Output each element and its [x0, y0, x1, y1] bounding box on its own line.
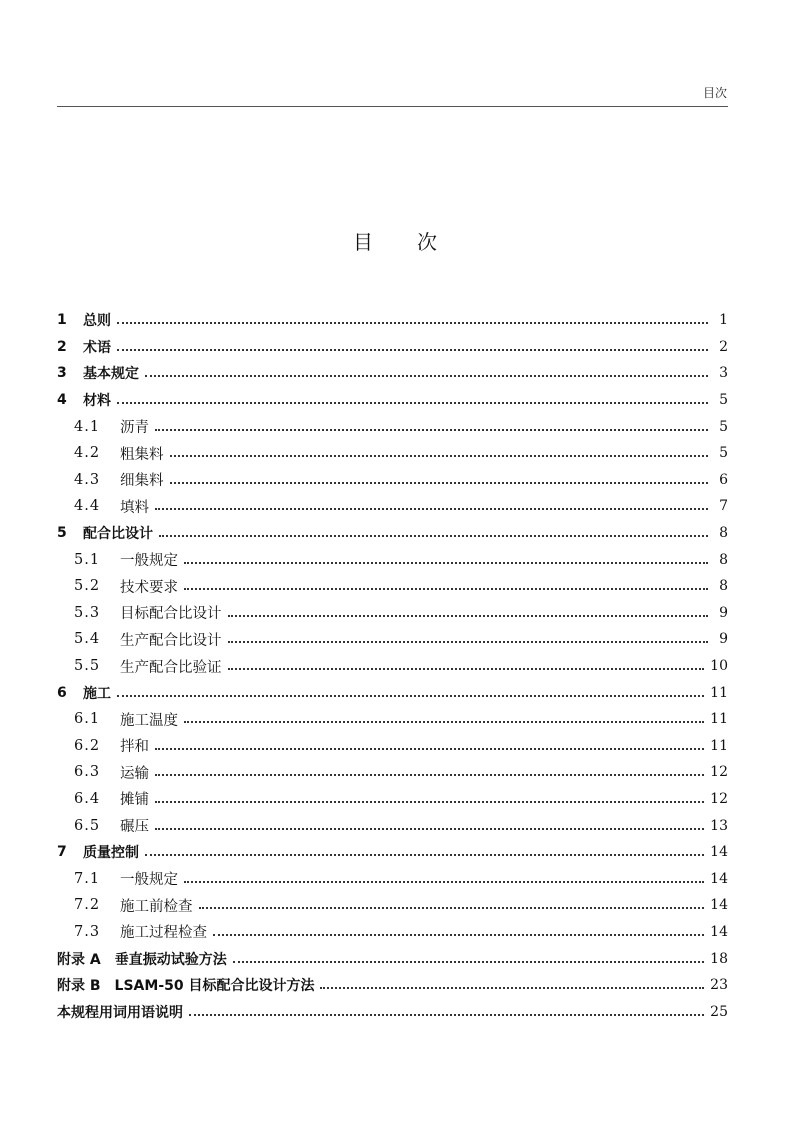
toc-entry-title: 生产配合比设计 — [120, 632, 222, 649]
toc-entry[interactable] — [57, 812, 728, 839]
toc-dot-leader — [159, 535, 708, 537]
running-header: 目次 — [702, 86, 727, 100]
toc-dot-leader — [228, 668, 705, 670]
toc-entry[interactable] — [57, 733, 728, 760]
toc-dot-leader — [189, 1014, 704, 1016]
toc-entry-number: 5.2 — [74, 578, 101, 595]
toc-dot-leader — [155, 828, 704, 830]
toc-entry-number: 6.5 — [74, 817, 101, 834]
toc-entry-number: 5.1 — [74, 551, 101, 568]
toc-entry-number: 6.4 — [74, 790, 101, 807]
toc-entry-title: 施工过程检查 — [120, 925, 207, 942]
toc-entry-title: 碾压 — [120, 819, 149, 836]
toc-entry[interactable] — [57, 493, 728, 520]
toc-entry-page-number: 13 — [710, 817, 728, 834]
toc-entry-title: 目标配合比设计 — [120, 606, 222, 623]
toc-entry[interactable] — [57, 865, 728, 892]
toc-entry-page-number: 23 — [710, 977, 728, 994]
toc-entry[interactable] — [57, 546, 728, 573]
toc-entry[interactable] — [57, 573, 728, 600]
toc-entry-number: 4.2 — [74, 445, 101, 462]
page-title — [0, 226, 790, 255]
toc-entry-page-number: 2 — [719, 338, 728, 355]
toc-entry[interactable] — [57, 759, 728, 786]
toc-dot-leader — [155, 508, 708, 510]
toc-dot-leader — [184, 562, 708, 564]
toc-entry-number: 7.1 — [74, 870, 101, 887]
table-of-contents — [57, 307, 728, 1025]
toc-entry-number: 5.4 — [74, 631, 101, 648]
toc-entry-title: 生产配合比验证 — [120, 659, 222, 676]
toc-entry-page-number: 10 — [710, 658, 728, 675]
toc-entry-page-number: 7 — [719, 498, 728, 515]
toc-entry-page-number: 18 — [710, 950, 728, 967]
toc-dot-leader — [117, 402, 708, 404]
toc-dot-leader — [117, 695, 704, 697]
toc-dot-leader — [184, 588, 708, 590]
toc-entry[interactable] — [57, 679, 728, 706]
toc-entry-title: 一般规定 — [120, 553, 178, 570]
toc-dot-leader — [145, 854, 704, 856]
toc-entry-title: 沥青 — [120, 420, 149, 437]
toc-dot-leader — [233, 961, 704, 963]
toc-entry[interactable] — [57, 945, 728, 972]
toc-entry-number: 6.1 — [74, 711, 101, 728]
toc-entry-title: 基本规定 — [83, 366, 139, 383]
toc-dot-leader — [145, 375, 708, 377]
toc-entry-title: 本规程用词用语说明 — [57, 1004, 183, 1021]
toc-entry-title: LSAM-50 目标配合比设计方法 — [114, 978, 315, 995]
toc-entry-page-number: 6 — [719, 471, 728, 488]
toc-entry-page-number: 5 — [719, 445, 728, 462]
toc-entry[interactable] — [57, 892, 728, 919]
toc-entry-page-number: 5 — [719, 418, 728, 435]
toc-entry-title: 一般规定 — [120, 872, 178, 889]
toc-entry[interactable] — [57, 360, 728, 387]
toc-entry-page-number: 14 — [710, 897, 728, 914]
toc-entry-title: 摊铺 — [120, 792, 149, 809]
toc-entry-page-number: 14 — [710, 870, 728, 887]
toc-entry-number: 1 — [57, 312, 67, 329]
toc-entry-page-number: 8 — [719, 551, 728, 568]
toc-entry-title: 垂直振动试验方法 — [114, 951, 227, 968]
toc-entry-page-number: 11 — [710, 711, 728, 728]
toc-entry[interactable] — [57, 440, 728, 467]
toc-entry-title: 配合比设计 — [83, 526, 153, 543]
toc-entry-number: 6.3 — [74, 764, 101, 781]
toc-entry-number: 6.2 — [74, 737, 101, 754]
toc-entry-page-number: 8 — [719, 525, 728, 542]
toc-entry-number: 4.4 — [74, 498, 101, 515]
toc-entry-number: 2 — [57, 338, 67, 355]
toc-entry-title: 总则 — [83, 313, 111, 330]
toc-entry[interactable] — [57, 600, 728, 627]
toc-dot-leader — [155, 801, 704, 803]
toc-entry-number: 7 — [57, 844, 67, 861]
toc-entry-title: 施工 — [83, 685, 111, 702]
toc-entry-page-number: 12 — [710, 790, 728, 807]
toc-entry-title: 运输 — [120, 765, 149, 782]
toc-entry[interactable] — [57, 520, 728, 547]
toc-entry-title: 施工温度 — [120, 712, 178, 729]
toc-entry-page-number: 25 — [710, 1003, 728, 1020]
toc-entry-title: 材料 — [83, 393, 111, 410]
toc-dot-leader — [228, 641, 709, 643]
toc-entry-title: 技术要求 — [120, 579, 178, 596]
toc-dot-leader — [117, 349, 708, 351]
page-title-char-1: 目 — [353, 230, 373, 254]
toc-entry-page-number: 8 — [719, 578, 728, 595]
toc-dot-leader — [320, 987, 704, 989]
toc-entry-title: 拌和 — [120, 739, 149, 756]
toc-entry-number: 5 — [57, 525, 67, 542]
page-title-char-2: 次 — [417, 230, 437, 254]
toc-entry-title: 施工前检查 — [120, 898, 193, 915]
toc-entry-number: 5.3 — [74, 604, 101, 621]
toc-entry-page-number: 12 — [710, 764, 728, 781]
toc-entry[interactable] — [57, 307, 728, 334]
toc-entry-page-number: 11 — [710, 737, 728, 754]
toc-dot-leader — [213, 934, 704, 936]
toc-entry-title: 细集料 — [120, 473, 164, 490]
toc-entry-number: 4 — [57, 392, 67, 409]
toc-entry-number: 5.5 — [74, 658, 101, 675]
toc-entry-page-number: 14 — [710, 923, 728, 940]
toc-entry-page-number: 5 — [719, 392, 728, 409]
toc-entry[interactable] — [57, 653, 728, 680]
toc-entry[interactable] — [57, 839, 728, 866]
toc-entry[interactable] — [57, 706, 728, 733]
toc-entry-number: 6 — [57, 684, 67, 701]
toc-entry-number: 3 — [57, 365, 67, 382]
toc-entry[interactable] — [57, 334, 728, 361]
toc-dot-leader — [155, 429, 708, 431]
toc-entry[interactable] — [57, 467, 728, 494]
toc-entry[interactable] — [57, 919, 728, 946]
toc-dot-leader — [184, 721, 704, 723]
toc-entry-number: 7.2 — [74, 897, 101, 914]
toc-entry-number: 附录 A — [57, 951, 101, 968]
toc-dot-leader — [155, 748, 704, 750]
toc-entry-title: 质量控制 — [83, 845, 139, 862]
toc-dot-leader — [117, 322, 708, 324]
toc-entry-title: 粗集料 — [120, 446, 164, 463]
toc-entry-page-number: 9 — [719, 631, 728, 648]
toc-dot-leader — [155, 774, 704, 776]
toc-dot-leader — [170, 455, 709, 457]
toc-entry[interactable] — [57, 972, 728, 999]
header-rule — [57, 106, 728, 107]
toc-entry-page-number: 9 — [719, 604, 728, 621]
toc-entry-number: 4.3 — [74, 471, 101, 488]
toc-entry[interactable] — [57, 413, 728, 440]
toc-entry-page-number: 14 — [710, 844, 728, 861]
toc-dot-leader — [184, 881, 704, 883]
toc-dot-leader — [170, 482, 709, 484]
toc-entry[interactable] — [57, 786, 728, 813]
toc-dot-leader — [228, 615, 709, 617]
toc-entry-number: 7.3 — [74, 923, 101, 940]
toc-entry-title: 术语 — [83, 339, 111, 356]
toc-entry-page-number: 3 — [719, 365, 728, 382]
toc-entry-number: 附录 B — [57, 978, 101, 995]
toc-entry[interactable] — [57, 998, 728, 1025]
toc-dot-leader — [199, 907, 705, 909]
toc-entry-title: 填料 — [120, 499, 149, 516]
toc-entry-number: 4.1 — [74, 418, 101, 435]
toc-entry-page-number: 1 — [719, 312, 728, 329]
toc-entry[interactable] — [57, 626, 728, 653]
toc-entry[interactable] — [57, 387, 728, 414]
toc-entry-page-number: 11 — [710, 684, 728, 701]
